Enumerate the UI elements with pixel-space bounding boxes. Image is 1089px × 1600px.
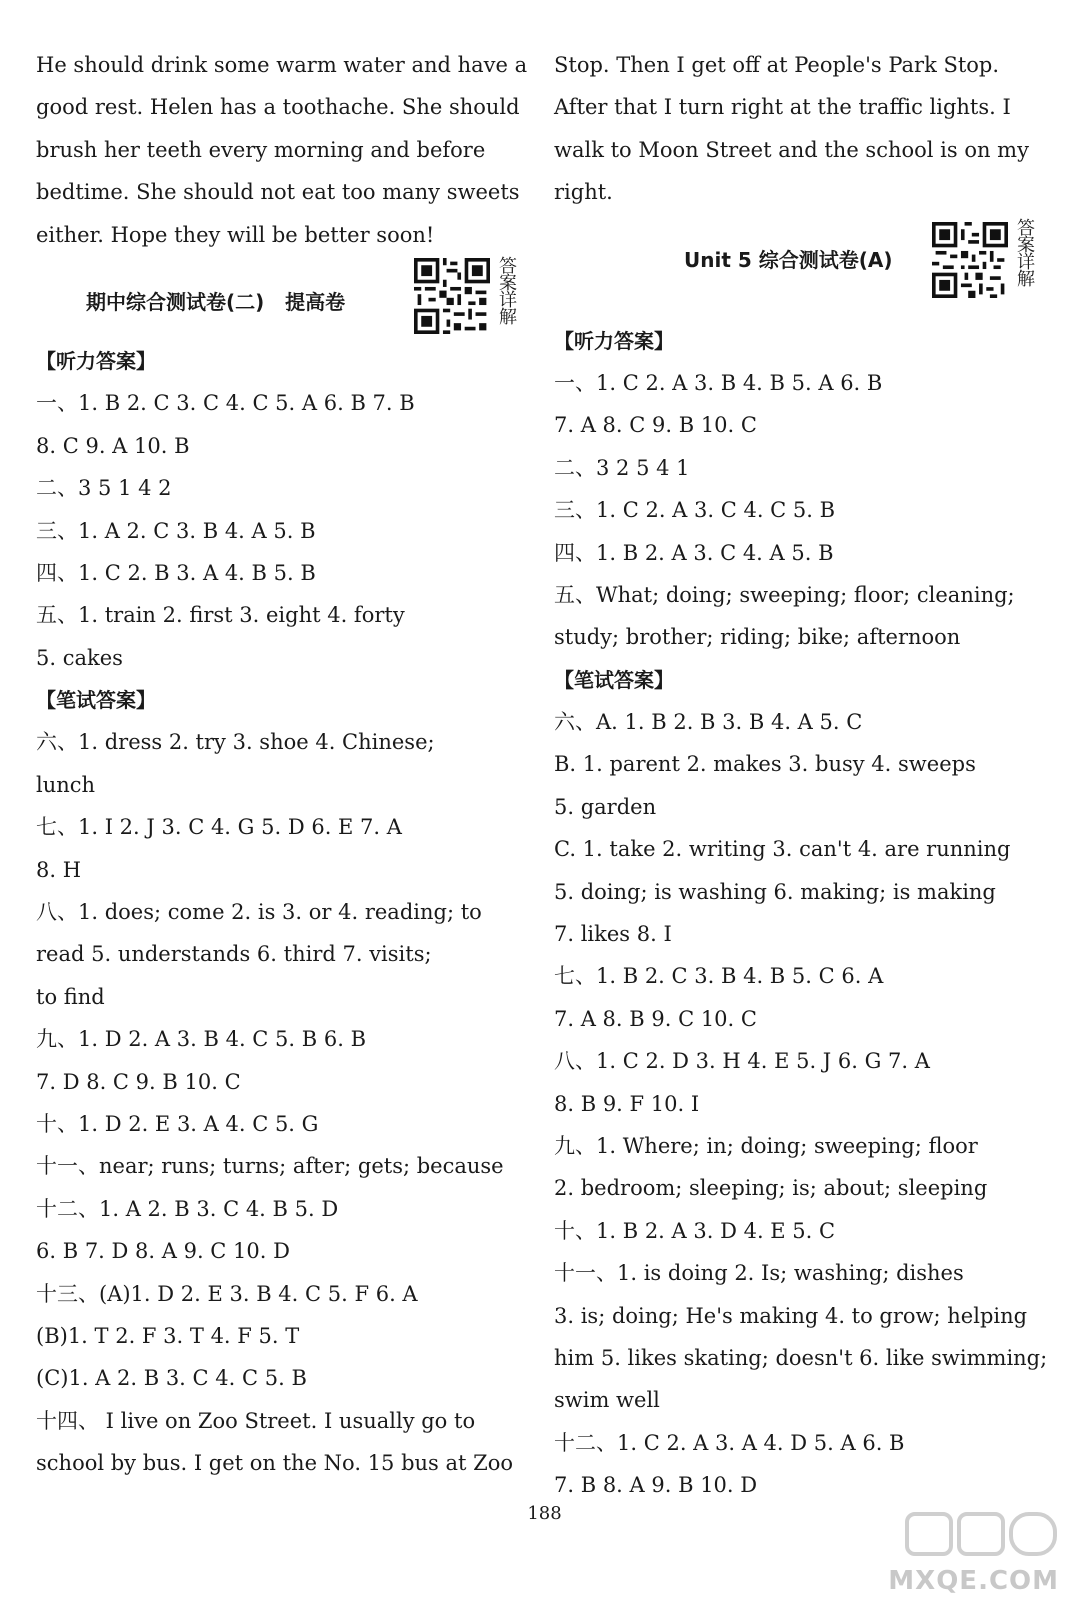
answer-line: 六、A. 1. B 2. B 3. B 4. A 5. C	[554, 710, 863, 735]
answer-line: 三、1. A 2. C 3. B 4. A 5. B	[36, 518, 316, 543]
answer-line: 八、1. C 2. D 3. H 4. E 5. J 6. G 7. A	[554, 1049, 930, 1074]
text-line: bedtime. She should not eat too many sweets	[36, 180, 520, 205]
answer-line: 5. doing; is washing 6. making; is making	[554, 879, 996, 904]
answer-line: (C)1. A 2. B 3. C 4. C 5. B	[36, 1366, 307, 1391]
answer-line: 五、What; doing; sweeping; floor; cleaning;	[554, 582, 1015, 607]
text-line: Stop. Then I get off at People's Park Stop.	[554, 53, 1000, 77]
right-column	[554, 44, 1048, 1507]
qr-code-icon	[414, 258, 490, 334]
answer-line: swim well	[554, 1388, 660, 1413]
answer-line: 十一、1. is doing 2. Is; washing; dishes	[554, 1261, 964, 1286]
answer-line: 五、1. train 2. first 3. eight 4. forty	[36, 603, 405, 628]
section-title-row	[36, 256, 526, 340]
text-line: After that I turn right at the traffic lights. I	[554, 95, 1011, 120]
listening-answers	[36, 382, 526, 679]
answer-line: 一、1. B 2. C 3. C 4. C 5. A 6. B 7. B	[36, 391, 415, 416]
answer-line: 8. H	[36, 857, 82, 882]
answer-line: 四、1. C 2. B 3. A 4. B 5. B	[36, 560, 316, 585]
section-title: 期中综合测试卷(二) 提高卷	[86, 289, 346, 314]
section-title-row	[554, 214, 1042, 320]
answer-line: 七、1. B 2. C 3. B 4. B 5. C 6. A	[554, 964, 884, 989]
answer-line: 四、1. B 2. A 3. C 4. A 5. B	[554, 540, 834, 565]
answer-line: 六、1. dress 2. try 3. shoe 4. Chinese;	[36, 730, 435, 755]
answer-line: study; brother; riding; bike; afternoon	[554, 625, 961, 650]
answer-line: 7. D 8. C 9. B 10. C	[36, 1069, 241, 1094]
answer-line: 7. likes 8. I	[554, 922, 672, 947]
answer-line: 十三、(A)1. D 2. E 3. B 4. C 5. F 6. A	[36, 1281, 418, 1306]
answer-line: 7. A 8. B 9. C 10. C	[554, 1006, 757, 1031]
answer-line: 十二、1. A 2. B 3. C 4. B 5. D	[36, 1196, 339, 1221]
qr-caption: 答案详解	[1014, 217, 1035, 286]
listening-header: 【听力答案】	[554, 328, 674, 353]
answer-line: school by bus. I get on the No. 15 bus at Zoo	[36, 1451, 514, 1476]
answer-line: 3. is; doing; He's making 4. to grow; helping	[554, 1303, 1028, 1328]
answer-line: 二、3 2 5 4 1	[554, 455, 690, 480]
answer-line: 九、1. Where; in; doing; sweeping; floor	[554, 1133, 978, 1158]
listening-header: 【听力答案】	[36, 348, 156, 373]
left-intro	[36, 44, 526, 256]
answer-line: 十二、1. C 2. A 3. A 4. D 5. A 6. B	[554, 1430, 905, 1455]
answer-line: 十、1. D 2. E 3. A 4. C 5. G	[36, 1111, 319, 1136]
answer-line: (B)1. T 2. F 3. T 4. F 5. T	[36, 1323, 300, 1348]
text-line: He should drink some warm water and have a	[36, 53, 528, 77]
text-line: walk to Moon Street and the school is on my	[554, 137, 1029, 162]
answer-line: C. 1. take 2. writing 3. can't 4. are running	[554, 837, 1011, 862]
answer-line: 九、1. D 2. A 3. B 4. C 5. B 6. B	[36, 1027, 367, 1052]
right-intro	[554, 44, 1042, 214]
answer-line: 7. B 8. A 9. B 10. D	[554, 1473, 758, 1498]
answer-line: him 5. likes skating; doesn't 6. like swimming;	[554, 1345, 1048, 1370]
answer-line: to find	[36, 984, 105, 1009]
written-header: 【笔试答案】	[554, 667, 674, 692]
answer-line: 5. garden	[554, 794, 657, 819]
answer-line: 十、1. B 2. A 3. D 4. E 5. C	[554, 1218, 836, 1243]
answer-line: read 5. understands 6. third 7. visits;	[36, 942, 432, 967]
answer-line: 8. C 9. A 10. B	[36, 433, 190, 458]
answer-line: B. 1. parent 2. makes 3. busy 4. sweeps	[554, 752, 976, 777]
answer-line: 6. B 7. D 8. A 9. C 10. D	[36, 1239, 290, 1264]
page-number: 188	[527, 1503, 562, 1524]
answer-line: 八、1. does; come 2. is 3. or 4. reading; to	[36, 900, 482, 925]
written-header: 【笔试答案】	[36, 688, 156, 713]
answer-line: lunch	[36, 772, 96, 797]
answer-line: 7. A 8. C 9. B 10. C	[554, 413, 757, 438]
qr-caption: 答案详解	[496, 255, 517, 324]
text-line: good rest. Helen has a toothache. She should	[36, 95, 520, 120]
text-line: either. Hope they will be better soon!	[36, 222, 435, 247]
section-title: Unit 5 综合测试卷(A)	[684, 247, 893, 272]
answer-line: 七、1. I 2. J 3. C 4. G 5. D 6. E 7. A	[36, 815, 402, 840]
answer-line: 8. B 9. F 10. I	[554, 1091, 700, 1116]
text-line: right.	[554, 180, 613, 205]
answer-line: 二、3 5 1 4 2	[36, 476, 172, 501]
answer-line: 5. cakes	[36, 645, 123, 670]
written-answers	[36, 721, 526, 1484]
answer-line: 十四、 I live on Zoo Street. I usually go to	[36, 1408, 476, 1433]
listening-answers	[554, 362, 1042, 659]
left-column	[36, 44, 526, 1485]
written-answers	[554, 701, 1048, 1506]
qr-code-icon	[932, 222, 1008, 298]
answer-line: 2. bedroom; sleeping; is; about; sleeping	[554, 1176, 988, 1201]
answer-line: 一、1. C 2. A 3. B 4. B 5. A 6. B	[554, 370, 883, 395]
answer-line: 十一、near; runs; turns; after; gets; because	[36, 1154, 504, 1179]
watermark-text: MXQE.COM	[888, 1566, 1059, 1596]
text-line: brush her teeth every morning and before	[36, 137, 486, 162]
answer-line: 三、1. C 2. A 3. C 4. C 5. B	[554, 498, 836, 523]
